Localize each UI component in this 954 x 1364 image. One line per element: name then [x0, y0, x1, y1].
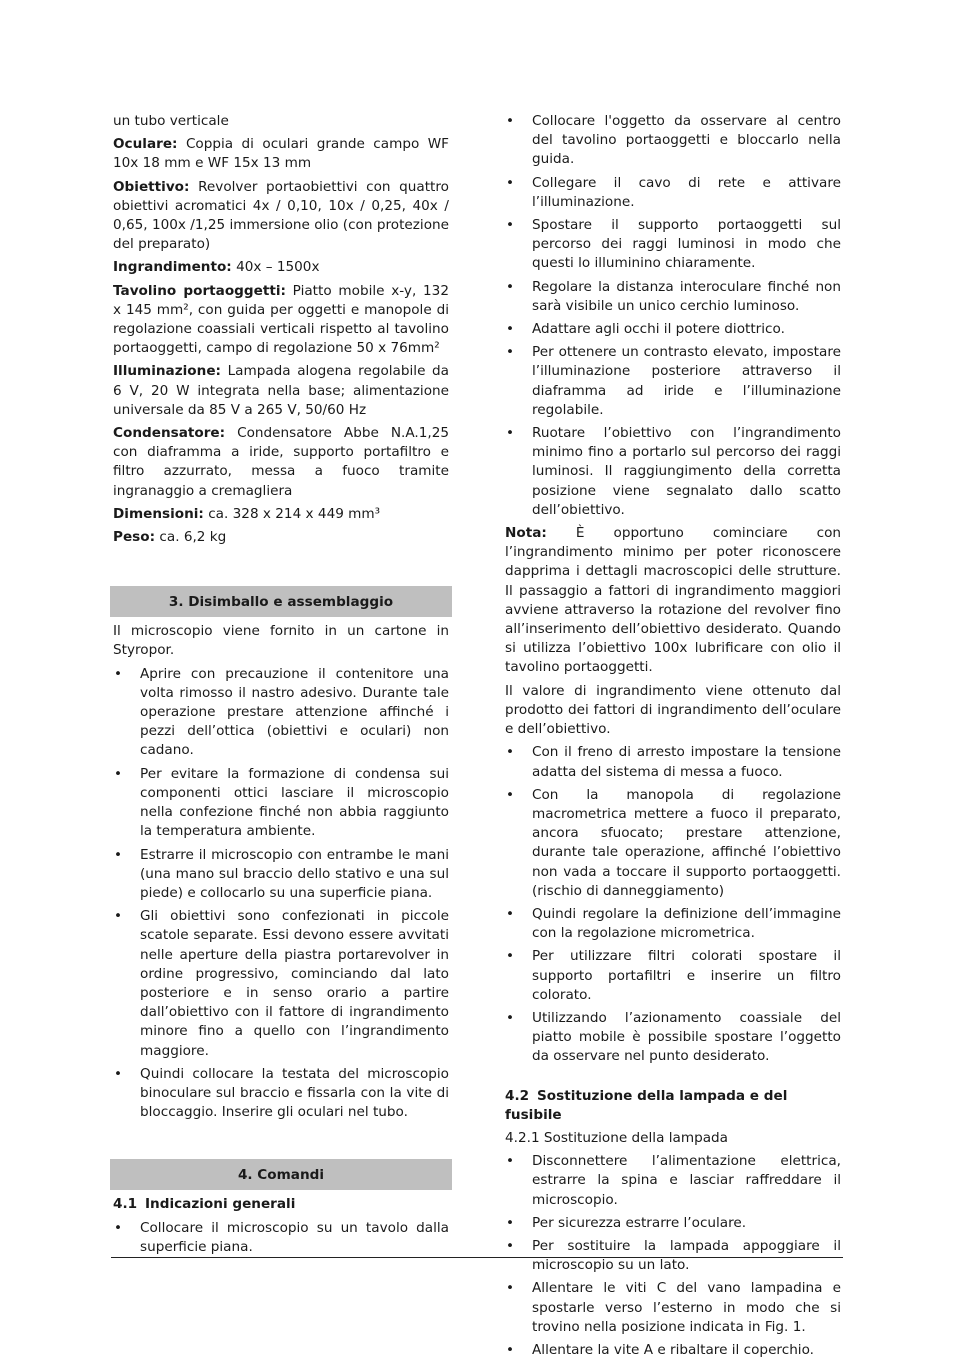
spec-desc: Revolver portaobiettivi con quattro obiettivi acromatici 4x / 0,10, 10x / 0,25, 40x / 0,65, 100x /1,25 immersione olio (con protezione del preparato) — [113, 178, 449, 253]
list-item — [505, 786, 841, 901]
spec-desc: Condensatore Abbe N.A.1,25 con diaframma a iride, supporto portafiltro e filtro azzurrato, messa a fuoco tramite ingranaggio a cremagliera — [113, 425, 449, 499]
spec-term: Condensatore: — [113, 425, 226, 442]
spec-item — [113, 258, 449, 277]
bullet-icon: • — [505, 786, 515, 803]
bullet-icon: • — [113, 765, 123, 782]
list-item-text: Con la manopola di regolazione macrometrica mettere a fuoco il preparato, ancora sfuocato; prestare attenzione, durante tale operazione, affinché l’obiettivo non vada a toccare il supporto portaoggetti. (rischio di danneggiamento) — [532, 786, 841, 899]
spec-term: Dimensioni: — [113, 505, 204, 522]
list-item-text: Quindi collocare la testata del microscopio binoculare sul braccio e fissarla con la vite di bloccaggio. Inserire gli oculari nel tubo. — [140, 1065, 449, 1121]
instruction-list-2 — [505, 743, 841, 1066]
bullet-icon: • — [505, 425, 515, 442]
spec-desc: Piatto mobile x-y, 132 x 145 mm², con guida per oggetti e manopole di regolazione coassiali verticali rispetto al tavolino portaoggetti, campo di regolazione 50 x 76mm² — [113, 282, 449, 357]
spec-desc: 40x – 1500x — [236, 259, 320, 276]
bullet-icon: • — [505, 744, 515, 761]
subsection-4-2-1-heading: 4.2.1 Sostituzione della lampada — [505, 1129, 728, 1146]
section-4-header — [110, 1159, 452, 1190]
bullet-icon: • — [113, 908, 123, 925]
section-3-intro: Il microscopio viene fornito in un cartone in Styropor. — [113, 623, 449, 659]
spec-item — [113, 135, 449, 173]
bullet-icon: • — [505, 321, 515, 338]
list-item-text: Allentare la vite A e ribaltare il coperchio. — [532, 1341, 814, 1358]
list-item-text: Quindi regolare la definizione dell’immagine con la regolazione micrometrica. — [532, 905, 841, 942]
section-4-title: 4. Comandi — [237, 1166, 325, 1183]
list-item-text: Aprire con precauzione il contenitore una volta rimosso il nastro adesivo. Durante tale operazione prestare attenzione affinché i pezzi dell’ottica (obiettivi e oculari) non cadano. — [140, 665, 449, 759]
left-column — [113, 112, 449, 1261]
list-item-text: Per evitare la formazione di condensa sui componenti ottici lasciare il microscopio nella confezione finché non abbia raggiunto la temperatura ambiente. — [140, 765, 449, 840]
list-item — [113, 1219, 449, 1257]
bullet-icon: • — [505, 905, 515, 922]
magnification-paragraph: Il valore di ingrandimento viene ottenuto dal prodotto dei fattori di ingrandimento dell’oculare e dell’obiettivo. — [505, 682, 841, 738]
spec-term: Peso: — [113, 529, 156, 546]
list-item-text: Spostare il supporto portaoggetti sul percorso dei raggi luminosi in modo che questi lo illuminino chiaramente. — [532, 217, 841, 272]
spec-term: Illuminazione: — [113, 363, 221, 380]
footer-rule — [111, 1257, 843, 1258]
note-text: È opportuno cominciare con l’ingrandimento minimo per poter riconoscere dapprima i dettagli macroscopici delle strutture. Il passaggio a fattori di ingrandimento maggiori avviene attraverso la rotazione del revolver fino all’inserimento dell’obiettivo desiderato. Quando si utilizza l’obiettivo 100x lubrificare con olio il tavolino portaoggetti. — [505, 525, 841, 676]
list-item-text: Utilizzando l’azionamento coassiale del piatto mobile è possibile spostare l’oggetto da osservare nel punto desiderato. — [532, 1009, 841, 1065]
list-item-text: Gli obiettivi sono confezionati in piccole scatole separate. Essi devono essere avvitati nelle aperture della piastra portarevolver in ordine progressivo, cominciando dal lato posteriore e in senso orario a partire dall’obiettivo con il fattore di ingrandimento minore fino a quello con l’ingrandimento maggiore. — [140, 908, 449, 1059]
list-item — [113, 846, 449, 904]
note-paragraph — [505, 524, 841, 678]
spec-term: Obiettivo: — [113, 178, 190, 195]
list-item-text: Allentare le viti C del vano lampadina e spostarle verso l’esterno in modo che si trovino nella posizione indicata in Fig. 1. — [532, 1280, 841, 1335]
bullet-icon: • — [505, 344, 515, 361]
spec-term: Ingrandimento: — [113, 259, 232, 276]
bullet-icon: • — [113, 1065, 123, 1082]
spec-item — [113, 505, 449, 524]
list-item — [505, 947, 841, 1005]
list-item — [505, 112, 841, 170]
spec-desc: Lampada alogena regolabile da 6 V, 20 W integrata nella base; alimentazione universale da 85 V a 265 V, 50/60 Hz — [113, 363, 449, 418]
spec-term: Oculare: — [113, 136, 178, 153]
list-item-text: Con il freno di arresto impostare la tensione adatta del sistema di messa a fuoco. — [532, 744, 841, 780]
spec-list — [113, 135, 449, 547]
spec-item — [113, 424, 449, 501]
list-item-text: Per ottenere un contrasto elevato, impostare l’illuminazione posteriore attraverso il diaframma ad iride e l’illuminazione regolabile. — [532, 344, 841, 418]
spec-desc: ca. 6,2 kg — [159, 529, 227, 546]
list-item — [505, 343, 841, 420]
list-item-text: Per sicurezza estrarre l’oculare. — [532, 1214, 747, 1231]
instruction-list-1 — [505, 112, 841, 520]
bullet-icon: • — [113, 1219, 123, 1236]
section-3-list — [113, 665, 449, 1123]
list-item — [505, 1214, 841, 1233]
bullet-icon: • — [505, 1280, 515, 1297]
section-3-header — [110, 586, 452, 617]
spec-desc: ca. 328 x 214 x 449 mm³ — [208, 505, 381, 522]
spec-desc: Coppia di oculari grande campo WF 10x 18 mm e WF 15x 13 mm — [113, 136, 449, 172]
bullet-icon: • — [505, 174, 515, 191]
bullet-icon: • — [505, 113, 515, 129]
bullet-icon: • — [505, 948, 515, 965]
list-item-text: Estrarre il microscopio con entrambe le mani (una mano sul braccio dello stativo e una sul piede) e collocarlo su una superficie piana. — [140, 846, 449, 901]
list-item — [505, 216, 841, 274]
list-item-text: Ruotare l’obiettivo con l’ingrandimento minimo fino a portarlo sul percorso dei raggi luminosi. Il raggiungimento della corretta posizione viene segnalato dallo scatto dell’obiettivo. — [532, 425, 841, 518]
section-3-title: 3. Disimballo e assemblaggio — [168, 593, 394, 610]
list-item — [505, 1009, 841, 1067]
bullet-icon: • — [505, 1153, 515, 1170]
list-item — [505, 1152, 841, 1210]
spec-item — [113, 362, 449, 420]
list-item — [505, 278, 841, 316]
bullet-icon: • — [505, 1341, 515, 1358]
list-item-text: Per sostituire la lampada appoggiare il microscopio su un lato. — [532, 1237, 841, 1274]
list-item — [505, 424, 841, 520]
bullet-icon: • — [113, 846, 123, 863]
list-item — [113, 765, 449, 842]
list-item-text: Regolare la distanza interoculare finché non sarà visibile un unico cerchio luminoso. — [532, 278, 841, 314]
subsection-4-2-heading — [505, 1087, 841, 1125]
list-item — [505, 905, 841, 943]
list-item — [505, 1279, 841, 1337]
subsection-number: 4.1 — [113, 1196, 138, 1213]
bullet-icon: • — [505, 217, 515, 234]
subsection-4-1-heading — [113, 1195, 449, 1214]
spec-item — [113, 178, 449, 255]
subsection-title: Sostituzione della lampada e del fusibile — [505, 1087, 788, 1123]
bullet-icon: • — [505, 1214, 515, 1231]
list-item — [113, 907, 449, 1061]
list-item — [505, 743, 841, 781]
list-item-text: Collocare il microscopio su un tavolo dalla superficie piana. — [140, 1219, 449, 1255]
list-item-text: Adattare agli occhi il potere diottrico. — [532, 321, 785, 338]
intro-text: un tubo verticale — [113, 113, 229, 129]
list-item — [505, 1341, 841, 1360]
subsection-number: 4.2 — [505, 1087, 530, 1104]
bullet-icon: • — [505, 278, 515, 295]
bullet-icon: • — [505, 1237, 515, 1254]
list-item — [113, 665, 449, 761]
list-item-text: Collocare l'oggetto da osservare al centro del tavolino portaoggetti e bloccarlo nella guida. — [532, 113, 841, 168]
bullet-icon: • — [505, 1009, 515, 1026]
list-item — [505, 174, 841, 212]
list-item-text: Disconnettere l’alimentazione elettrica, estrarre la spina e lasciar raffreddare il microscopio. — [532, 1153, 841, 1208]
section-4-list — [113, 1219, 449, 1257]
spec-item — [113, 282, 449, 359]
list-item-text: Per utilizzare filtri colorati spostare il supporto portafiltri e inserire un filtro colorato. — [532, 948, 841, 1003]
subsection-title: Indicazioni generali — [145, 1196, 296, 1213]
right-column — [505, 112, 841, 1364]
note-label: Nota: — [505, 525, 547, 542]
spec-term: Tavolino portaoggetti: — [113, 282, 286, 299]
list-item-text: Collegare il cavo di rete e attivare l’illuminazione. — [532, 174, 841, 210]
bullet-icon: • — [113, 665, 123, 682]
spec-item — [113, 528, 449, 547]
list-item — [113, 1065, 449, 1123]
list-item — [505, 320, 841, 339]
